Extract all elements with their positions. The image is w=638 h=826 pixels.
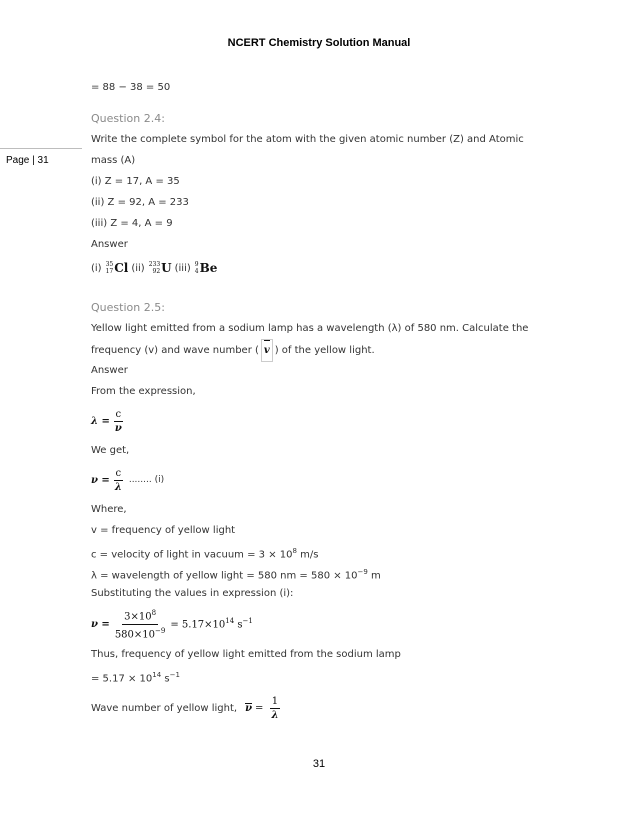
- be-mass: 9: [194, 261, 199, 268]
- eq4-fraction: [269, 695, 280, 722]
- result-line: [91, 665, 561, 686]
- eq2-fraction: [113, 467, 124, 494]
- equation-wave-number: [245, 695, 283, 722]
- eq1-num: c: [115, 408, 122, 420]
- page-number-footer: 31: [312, 758, 326, 770]
- q24-answer-symbols: [91, 255, 561, 281]
- be-symbol: Be: [199, 260, 218, 275]
- q25-text-2: [91, 339, 561, 360]
- def-velocity: [91, 541, 561, 562]
- def-frequency: v = frequency of yellow light: [91, 525, 236, 536]
- equation-substituted: [91, 604, 561, 644]
- q25-answer-label: Answer: [91, 365, 128, 376]
- q24-text-2: mass (A): [91, 155, 136, 166]
- eq1-fraction: [113, 408, 124, 435]
- u-z: 92: [152, 268, 161, 275]
- q24-answer-label: Answer: [91, 239, 128, 250]
- eq3-den: $580\times 10^{-9}$: [114, 626, 166, 640]
- document-body: [91, 77, 561, 730]
- def-velocity-exp: 8: [292, 547, 297, 555]
- isotope-u: [149, 258, 172, 279]
- eq1-den: ν: [114, 422, 122, 434]
- eq3-lhs: ν =: [91, 618, 110, 630]
- def-velocity-b: m/s: [296, 549, 319, 561]
- substituting: Substituting the values in expression (i):: [91, 588, 294, 599]
- wave-number-label: Wave number of yellow light,: [91, 702, 238, 714]
- question-2-4-title: Question 2.4:: [91, 112, 165, 125]
- result-b: s: [161, 673, 170, 685]
- eq4-den: λ: [271, 709, 279, 721]
- where-label: Where,: [91, 504, 127, 515]
- wave-number-row: [91, 686, 561, 730]
- equation-lambda: [91, 402, 561, 440]
- u-mass: 233: [148, 261, 161, 268]
- ans-iii-label: (iii): [174, 262, 191, 274]
- eq3-rhs: = $5.17\times 10^{14}$ $s^{-1}$: [170, 617, 253, 631]
- eq2-tail: ........ (i): [128, 475, 165, 485]
- ans-i-label: (i): [91, 262, 102, 274]
- ans-ii-label: (ii): [131, 262, 145, 274]
- def-wavelength-b: m: [367, 570, 381, 582]
- eq4-num: 1: [271, 695, 279, 707]
- result-exp: 14: [152, 671, 162, 679]
- eq2-num: c: [115, 467, 122, 479]
- eq2-lhs: ν =: [91, 474, 110, 486]
- def-wavelength-exp: −9: [357, 568, 368, 576]
- eq4-lhs: ν: [245, 702, 253, 714]
- eq4-eq: =: [255, 702, 264, 714]
- q25-text-2a: frequency (v) and wave number (: [91, 345, 259, 356]
- cl-z: 17: [105, 268, 114, 275]
- page-header: NCERT Chemistry Solution Manual: [227, 37, 411, 49]
- eq2-den: λ: [114, 481, 122, 493]
- from-expression: From the expression,: [91, 386, 196, 397]
- result-exp2: −1: [169, 671, 180, 679]
- q24-text-1: Write the complete symbol for the atom with the given atomic number (Z) and Atomic: [91, 134, 524, 145]
- equation-frequency: [91, 461, 561, 499]
- we-get: We get,: [91, 445, 130, 456]
- isotope-be: [195, 258, 218, 279]
- def-velocity-a: c = velocity of light in vacuum = 3 × 10: [91, 549, 293, 561]
- question-2-5-title: Question 2.5:: [91, 301, 165, 314]
- def-wavelength-a: λ = wavelength of yellow light = 580 nm = 580 × 10: [91, 570, 358, 582]
- cl-mass: 35: [105, 261, 114, 268]
- side-page-label: Page | 31: [0, 148, 82, 166]
- result-a: = 5.17 × 10: [91, 673, 153, 685]
- eq1-lhs: λ =: [91, 415, 110, 427]
- eq3-num: $3\times 10^8$: [124, 609, 157, 623]
- q25-text-1: Yellow light emitted from a sodium lamp has a wavelength (λ) of 580 nm. Calculate the: [91, 323, 529, 334]
- isotope-cl: [106, 258, 129, 279]
- q24-item-2: (ii) Z = 92, A = 233: [91, 197, 189, 208]
- cl-symbol: Cl: [114, 260, 129, 275]
- thus-line: Thus, frequency of yellow light emitted from the sodium lamp: [91, 649, 401, 660]
- def-wavelength: [91, 562, 561, 583]
- be-z: 4: [194, 268, 199, 275]
- wave-number-symbol: v: [261, 339, 273, 362]
- q24-item-3: (iii) Z = 4, A = 9: [91, 218, 173, 229]
- eq3-fraction: [113, 607, 168, 641]
- u-symbol: U: [161, 260, 172, 275]
- q25-text-2b: ) of the yellow light.: [274, 345, 375, 356]
- q24-item-1: (i) Z = 17, A = 35: [91, 176, 180, 187]
- calc-result-line: = 88 − 38 = 50: [91, 82, 171, 93]
